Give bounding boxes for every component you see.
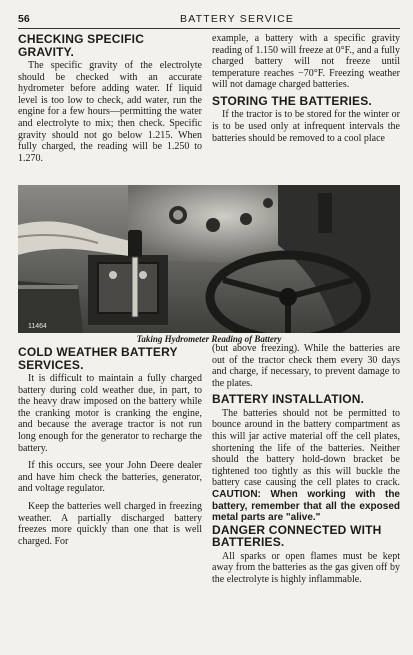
heading-storing: STORING THE BATTERIES. bbox=[212, 93, 372, 108]
column-left-top bbox=[18, 33, 202, 164]
paragraph-storing-continued: (but above freezing). While the batteries are out of the tractor check them every 30 days and charge, if necessary, to prevent damage to the plates. bbox=[212, 343, 400, 389]
paragraph-storing: If the tractor is to be stored for the winter or is to be used only at infrequent intervals the batteries should be removed to a cool place bbox=[212, 109, 400, 144]
header-rule bbox=[18, 28, 400, 29]
paragraph-freeze: example, a battery with a specific gravity reading of 1.150 will freeze at 0°F., and a fully charged battery will not freeze until temperature reaches −70°F. Freezing weather will not damage charged batteries. bbox=[212, 33, 400, 91]
heading-cold-weather-line1: COLD WEATHER BATTERY bbox=[18, 345, 178, 359]
column-right-bottom bbox=[212, 343, 400, 586]
paragraph-danger: All sparks or open flames must be kept away from the batteries as the gas given off by the electrolyte is highly inflammable. bbox=[212, 550, 400, 585]
heading-installation: BATTERY INSTALLATION. bbox=[212, 392, 365, 407]
installation-text: The batteries should not be permitted to bounce around in the battery compartment as this will jar active material off the cell plates, shortening the life of the batteries. Neither should the battery hold-down bracket be tightened too tightly as this will buckle the battery case causing the cell plates to crack. bbox=[212, 407, 400, 489]
paragraph-cold-weather-2: If this occurs, see your John Deere dealer and have him check the batteries, generator, and voltage regulator. bbox=[18, 460, 202, 495]
figure-photo bbox=[18, 185, 400, 333]
paragraph-installation bbox=[212, 408, 400, 524]
page-number: 56 bbox=[18, 13, 30, 25]
heading-danger-line1: DANGER CONNECTED WITH bbox=[212, 522, 382, 537]
column-right-top bbox=[212, 33, 400, 144]
heading-checking bbox=[18, 33, 202, 58]
paragraph-checking: The specific gravity of the electrolyte should be checked with an accurate hydrometer before adding water. If liquid level is too low to check, add water, run the engine for a few hours—permitting the water and electrolyte to mix; then check. Specific gravity should not go below 1.215. When fully charged, the reading will be 1.250 to 1.270. bbox=[18, 60, 202, 164]
paragraph-cold-weather-3: Keep the batteries well charged in freezing weather. A partially discharged battery freezes more quickly than one that is well charged. For bbox=[18, 500, 202, 547]
column-left-bottom bbox=[18, 346, 202, 547]
tractor-photo-illustration bbox=[18, 185, 400, 333]
figure-caption: Taking Hydrometer Reading of Battery bbox=[136, 334, 282, 344]
caution-text: CAUTION: When working with the battery, remember that all the exposed metal parts are "alive." bbox=[212, 489, 400, 524]
running-header: BATTERY SERVICE bbox=[180, 13, 295, 25]
heading-danger bbox=[212, 524, 400, 549]
heading-cold-weather bbox=[18, 346, 202, 371]
figure-number-label: 11464 bbox=[28, 323, 47, 330]
heading-danger-line2: BATTERIES. bbox=[212, 535, 285, 550]
heading-checking-line2: GRAVITY. bbox=[18, 44, 75, 59]
heading-cold-weather-line2: SERVICES. bbox=[18, 357, 84, 372]
heading-checking-line1: CHECKING SPECIFIC bbox=[18, 32, 145, 46]
paragraph-cold-weather-1: It is difficult to maintain a fully charged battery during cold weather due, in part, to the heavy draw imposed on the battery while the cranking motor is cranking the engine, and because the average tractor is not run long enough for the generator to recharge the battery. bbox=[18, 373, 202, 454]
